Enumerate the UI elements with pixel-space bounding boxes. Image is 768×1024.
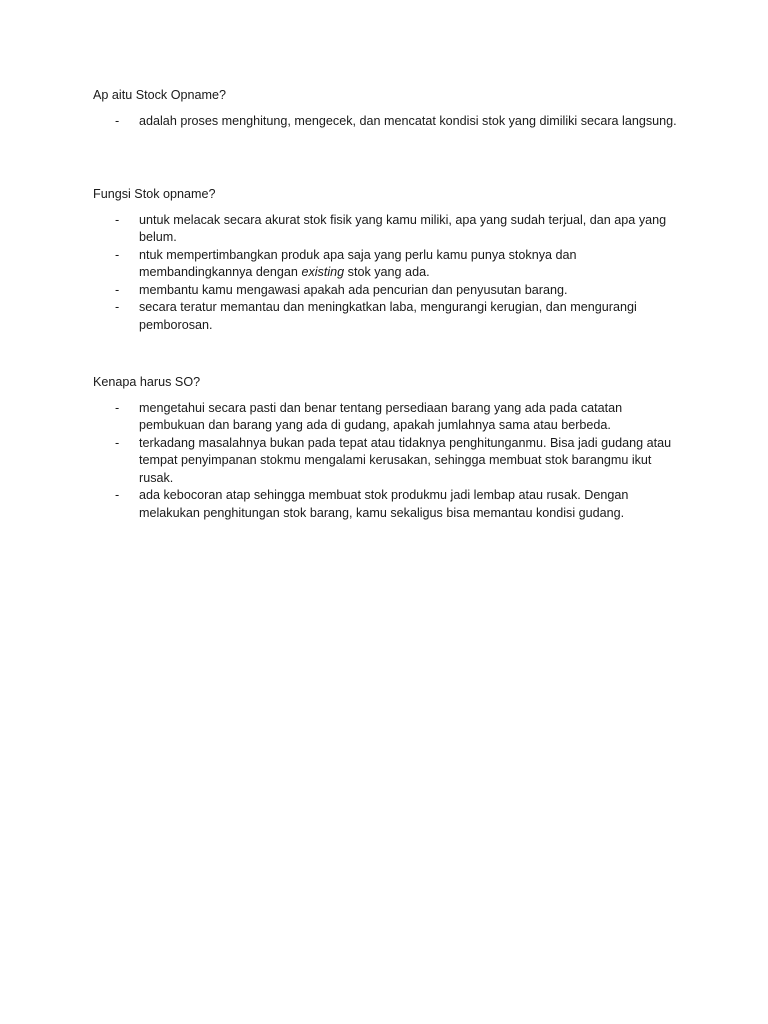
section-heading: Ap aitu Stock Opname? (93, 88, 227, 102)
list-item-text: untuk melacak secara akurat stok fisik yang kamu miliki, apa yang sudah terjual, dan apa yang belum. (139, 212, 667, 244)
section-fungsi (93, 186, 693, 334)
list-item-text: membantu kamu mengawasi apakah ada pencurian dan penyusutan barang. (139, 282, 568, 297)
list-item (93, 299, 679, 334)
dash-marker: - (115, 247, 120, 262)
bullet-list (93, 113, 693, 131)
list-item (93, 487, 679, 522)
list-item-text: mengetahui secara pasti dan benar tentang persediaan barang yang ada pada catatan pembukuan dan barang yang ada di gudang, apakah jumlahnya sama atau berbeda. (139, 400, 623, 432)
list-item (93, 212, 679, 247)
dash-marker: - (115, 488, 120, 502)
section-heading: Fungsi Stok opname? (93, 187, 216, 201)
list-item-text (139, 248, 577, 280)
dash-marker: - (115, 282, 120, 297)
list-item (93, 435, 679, 488)
italic-term: existing (301, 265, 345, 279)
list-item-text: ada kebocoran atap sehingga membuat stok produkmu jadi lembap atau rusak. Dengan melakukan penghitungan stok barang, kamu sekaligus bisa memantau kondisi gudang. (139, 488, 629, 520)
dash-marker: - (115, 400, 120, 415)
bullet-list (93, 212, 693, 335)
list-item-text: adalah proses menghitung, mengecek, dan mencatat kondisi stok yang dimiliki secara langsung. (139, 113, 677, 128)
section-stock-opname (93, 87, 693, 130)
list-item (93, 400, 679, 435)
list-item (93, 282, 679, 300)
dash-marker: - (115, 113, 120, 128)
bullet-list (93, 400, 693, 523)
dash-marker: - (115, 435, 120, 450)
list-item (93, 113, 679, 131)
dash-marker: - (115, 212, 120, 227)
text-segment: stok yang ada. (344, 265, 430, 279)
section-kenapa-so (93, 374, 693, 522)
list-item (93, 247, 679, 282)
text-segment: ntuk mempertimbangkan produk apa saja yang perlu kamu punya stoknya dan membandingkannya dengan (139, 247, 577, 279)
dash-marker: - (115, 300, 120, 314)
section-heading: Kenapa harus SO? (93, 375, 201, 389)
list-item-text: terkadang masalahnya bukan pada tepat atau tidaknya penghitunganmu. Bisa jadi gudang atau tempat penyimpanan stokmu mengalami kerusakan, sehingga membuat stok barangmu ikut rusak. (139, 435, 672, 485)
list-item-text: secara teratur memantau dan meningkatkan laba, mengurangi kerugian, dan mengurangi pemborosan. (139, 300, 637, 332)
